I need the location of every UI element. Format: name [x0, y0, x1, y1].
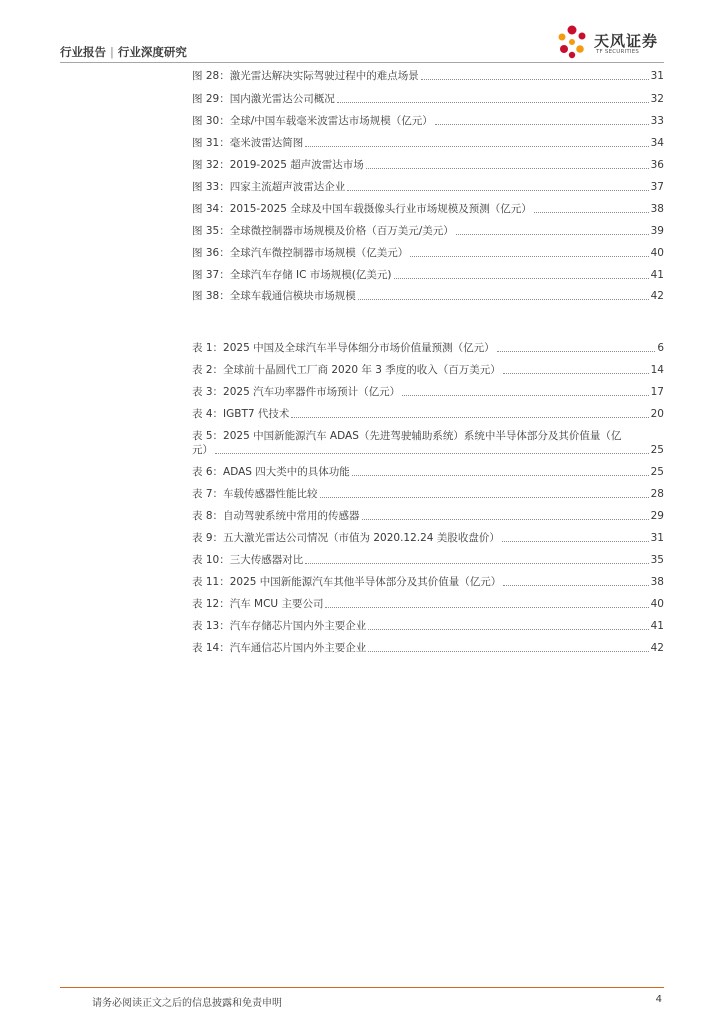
entry-title-continued: 元） — [192, 444, 213, 456]
dot-leader — [337, 102, 649, 103]
toc-entry[interactable] — [192, 341, 664, 355]
entry-label: 表 4： — [192, 408, 224, 420]
entry-page: 42 — [650, 642, 664, 654]
toc-entry[interactable] — [192, 407, 664, 421]
entry-label: 图 31： — [192, 137, 230, 149]
entry-page: 6 — [657, 342, 664, 354]
tf-logo-icon — [554, 24, 590, 60]
entry-page: 39 — [650, 225, 664, 237]
toc-entry[interactable] — [192, 289, 664, 303]
toc-entry[interactable] — [192, 575, 664, 589]
entry-page: 28 — [650, 488, 664, 500]
entry-title: 自动驾驶系统中常用的传感器 — [223, 510, 360, 522]
entry-page: 17 — [650, 386, 664, 398]
entry-page: 25 — [650, 466, 664, 478]
toc-entry[interactable] — [192, 69, 664, 83]
toc-entry[interactable] — [192, 136, 664, 150]
entry-line — [192, 429, 664, 443]
entry-title: 国内激光雷达公司概况 — [229, 93, 335, 105]
category-separator: | — [110, 45, 114, 59]
entry-title: 2025 汽车功率器件市场预计（亿元） — [223, 386, 401, 398]
entry-title: 2019-2025 超声波雷达市场 — [229, 159, 364, 171]
dot-leader — [368, 651, 648, 652]
toc-entry[interactable] — [192, 641, 664, 655]
entry-label: 图 28： — [192, 70, 230, 82]
category-label: 行业报告 — [60, 45, 106, 59]
toc-entry[interactable] — [192, 268, 664, 282]
toc-entry[interactable] — [192, 429, 664, 457]
subcategory-label: 行业深度研究 — [117, 45, 187, 59]
entry-title: 2025 中国新能源汽车其他半导体部分及其价值量（亿元） — [229, 576, 502, 588]
entry-title: 2025 中国新能源汽车 ADAS（先进驾驶辅助系统）系统中半导体部分及其价值量（亿 — [223, 430, 622, 442]
entry-title: 汽车 MCU 主要公司 — [229, 598, 324, 610]
toc-entry[interactable] — [192, 92, 664, 106]
entry-label: 表 12： — [192, 598, 230, 610]
toc-entry[interactable] — [192, 553, 664, 567]
entry-label: 表 8： — [192, 510, 224, 522]
toc-entry[interactable] — [192, 246, 664, 260]
dot-leader — [305, 146, 648, 147]
entry-label: 表 10： — [192, 554, 230, 566]
entry-page: 36 — [650, 159, 664, 171]
company-logo — [554, 22, 664, 62]
entry-page: 29 — [650, 510, 664, 522]
dot-leader — [347, 190, 648, 191]
dot-leader — [456, 234, 649, 235]
dot-leader — [358, 299, 649, 300]
entry-label: 表 13： — [192, 620, 230, 632]
entry-label: 图 35： — [192, 225, 230, 237]
entry-label: 表 7： — [192, 488, 224, 500]
entry-label: 图 29： — [192, 93, 230, 105]
toc-entry[interactable] — [192, 487, 664, 501]
toc-entry[interactable] — [192, 597, 664, 611]
entry-label: 图 34： — [192, 203, 230, 215]
entry-page: 41 — [650, 269, 664, 281]
toc-entry[interactable] — [192, 465, 664, 479]
dot-leader — [534, 212, 649, 213]
entry-page: 38 — [650, 203, 664, 215]
entry-title: 车载传感器性能比较 — [223, 488, 318, 500]
entry-title: 全球汽车微控制器市场规模（亿美元） — [229, 247, 409, 259]
logo-chinese-name: 天风证券 — [594, 32, 659, 50]
entry-title: 全球/中国车载毫米波雷达市场规模（亿元） — [229, 115, 433, 127]
dot-leader — [362, 519, 649, 520]
dot-leader — [394, 278, 649, 279]
dot-leader — [352, 475, 649, 476]
entry-title: 2015-2025 全球及中国车载摄像头行业市场规模及预测（亿元） — [229, 203, 532, 215]
dot-leader — [291, 417, 648, 418]
dot-leader — [366, 168, 649, 169]
dot-leader — [325, 607, 648, 608]
report-category — [60, 44, 187, 60]
entry-title: 汽车通信芯片国内外主要企业 — [229, 642, 367, 654]
dot-leader — [502, 541, 649, 542]
toc-entry[interactable] — [192, 180, 664, 194]
entry-page: 41 — [650, 620, 664, 632]
entry-label: 表 11： — [192, 576, 230, 588]
entry-page: 35 — [650, 554, 664, 566]
toc-entry[interactable] — [192, 363, 664, 377]
entry-label: 图 37： — [192, 269, 230, 281]
entry-title: 全球车载通信模块市场规模 — [229, 290, 356, 302]
entry-title: 激光雷达解决实际驾驶过程中的难点场景 — [229, 70, 419, 82]
entry-page: 34 — [650, 137, 664, 149]
toc-entry[interactable] — [192, 158, 664, 172]
dot-leader — [410, 256, 648, 257]
entry-label: 表 5： — [192, 430, 224, 442]
entry-title: 毫米波雷达简图 — [229, 137, 304, 149]
footer-disclaimer: 请务必阅读正文之后的信息披露和免责申明 — [92, 998, 282, 1009]
entry-page: 33 — [650, 115, 664, 127]
entry-page: 31 — [650, 70, 664, 82]
entry-label: 表 6： — [192, 466, 224, 478]
entry-line — [192, 443, 664, 457]
entry-page: 40 — [650, 598, 664, 610]
entry-label: 表 1： — [192, 342, 224, 354]
toc-entry[interactable] — [192, 114, 664, 128]
entry-label: 图 33： — [192, 181, 230, 193]
dot-leader — [305, 563, 648, 564]
entry-title: IGBT7 代技术 — [223, 408, 290, 420]
dot-leader — [435, 124, 649, 125]
entry-page: 14 — [650, 364, 664, 376]
entry-title: 全球微控制器市场规模及价格（百万美元/美元） — [229, 225, 454, 237]
entry-page: 32 — [650, 93, 664, 105]
dot-leader — [421, 79, 649, 80]
dot-leader — [215, 453, 649, 454]
entry-label: 表 9： — [192, 532, 224, 544]
entry-label: 图 36： — [192, 247, 230, 259]
page-header — [60, 22, 664, 64]
dot-leader — [368, 629, 648, 630]
dot-leader — [497, 351, 656, 352]
entry-title: 汽车存储芯片国内外主要企业 — [229, 620, 367, 632]
entry-title: 全球汽车存储 IC 市场规模(亿美元) — [229, 269, 392, 281]
entry-label: 表 3： — [192, 386, 224, 398]
entry-title: 五大激光雷达公司情况（市值为 2020.12.24 美股收盘价） — [223, 532, 500, 544]
entry-title: 三大传感器对比 — [229, 554, 304, 566]
entry-page: 25 — [650, 444, 664, 456]
toc-entry[interactable] — [192, 531, 664, 545]
entry-label: 图 30： — [192, 115, 230, 127]
logo-english-name: TF SECURITIES — [596, 49, 640, 55]
entry-page: 20 — [650, 408, 664, 420]
dot-leader — [402, 395, 649, 396]
dot-leader — [503, 585, 648, 586]
toc-entry[interactable] — [192, 202, 664, 216]
entry-label: 图 32： — [192, 159, 230, 171]
toc-entry[interactable] — [192, 619, 664, 633]
entry-page: 40 — [650, 247, 664, 259]
entry-title: 2025 中国及全球汽车半导体细分市场价值量预测（亿元） — [223, 342, 495, 354]
entry-page: 42 — [650, 290, 664, 302]
entry-page: 38 — [650, 576, 664, 588]
toc-entry[interactable] — [192, 224, 664, 238]
dot-leader — [503, 373, 649, 374]
dot-leader — [320, 497, 649, 498]
header-divider — [60, 62, 664, 63]
entry-label: 图 38： — [192, 290, 230, 302]
entry-label: 表 14： — [192, 642, 230, 654]
entry-title: 四家主流超声波雷达企业 — [229, 181, 346, 193]
toc-entry[interactable] — [192, 509, 664, 523]
footer-divider — [60, 987, 664, 988]
entry-page: 31 — [650, 532, 664, 544]
entry-title: 全球前十晶圆代工厂商 2020 年 3 季度的收入（百万美元） — [223, 364, 501, 376]
entry-label: 表 2： — [192, 364, 224, 376]
page-number: 4 — [655, 994, 662, 1005]
entry-title: ADAS 四大类中的具体功能 — [223, 466, 350, 478]
entry-page: 37 — [650, 181, 664, 193]
toc-entry[interactable] — [192, 385, 664, 399]
